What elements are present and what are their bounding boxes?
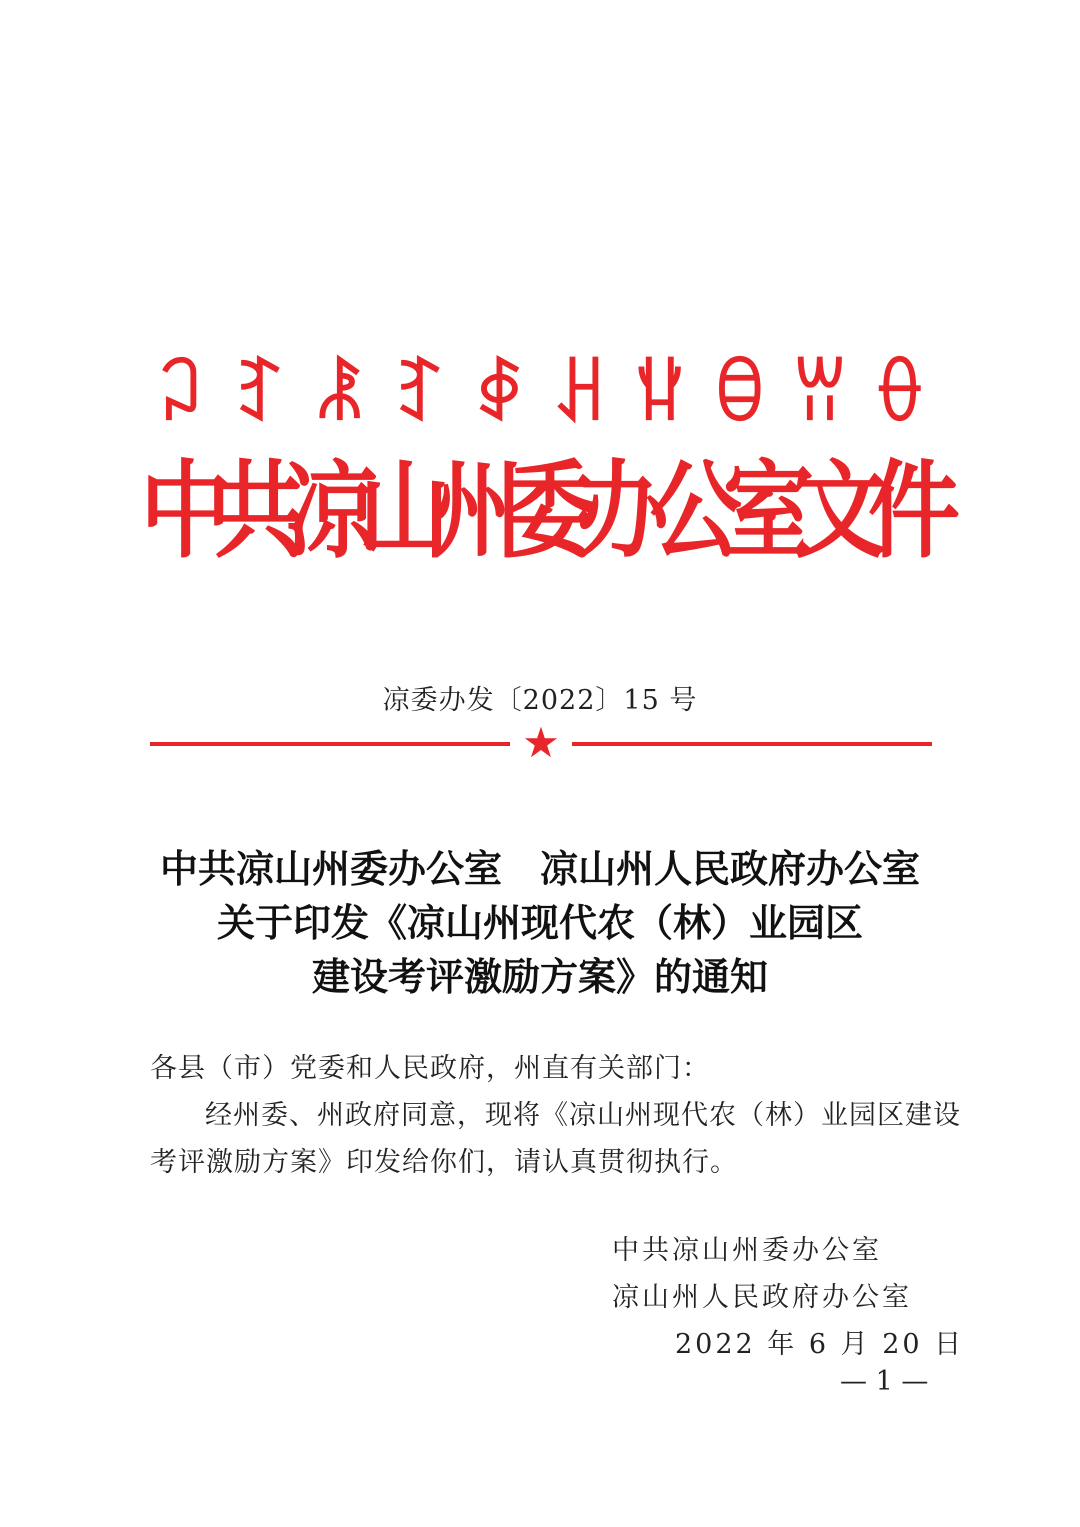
- yi-script-header: [150, 345, 930, 445]
- page-number: — 1 —: [840, 1366, 929, 1397]
- notice-title-line-3: 建设考评激励方案》的通知: [311, 954, 768, 999]
- document-masthead: [140, 449, 960, 573]
- yi-char: ꂷ: [872, 354, 928, 436]
- masthead-char: 办: [576, 449, 669, 573]
- masthead-char: 州: [431, 449, 524, 573]
- yi-char: ꃀ: [152, 354, 208, 436]
- body-paragraph-line-1: 经州委、州政府同意，现将《凉山州现代农（林）业园区建设: [205, 1100, 961, 1131]
- masthead-char: 中: [140, 449, 233, 573]
- yi-char: ꂿ: [312, 354, 368, 436]
- yi-char: ꃪ: [712, 354, 768, 436]
- masthead-char: 凉: [285, 449, 378, 573]
- signature-org-2: 凉山州人民政府办公室: [612, 1282, 912, 1313]
- yi-char: ꆈ: [232, 354, 288, 436]
- masthead-char: 件: [867, 449, 960, 573]
- masthead-char: 室: [722, 449, 815, 573]
- yi-char: ꃅ: [552, 354, 608, 436]
- notice-title-line-1: 中共凉山州委办公室 凉山州人民政府办公室: [159, 846, 920, 891]
- salutation: 各县（市）党委和人民政府，州直有关部门：: [150, 1053, 710, 1084]
- body-paragraph-line-2: 考评激励方案》印发给你们，请认真贯彻执行。: [150, 1147, 738, 1178]
- yi-char: ꇉ: [472, 354, 528, 436]
- yi-char: ꃚ: [632, 354, 688, 436]
- document-number: 凉委办发〔2022〕15 号: [382, 685, 698, 716]
- red-rule-right: [572, 742, 932, 746]
- yi-char: ꀕ: [792, 354, 848, 436]
- masthead-char: 共: [212, 449, 305, 573]
- masthead-char: 文: [795, 449, 888, 573]
- signature-org-1: 中共凉山州委办公室: [612, 1235, 882, 1266]
- masthead-char: 公: [649, 449, 742, 573]
- signature-date: 2022 年 6 月 20 日: [675, 1329, 965, 1360]
- masthead-char: 山: [358, 449, 451, 573]
- red-rule-left: [150, 742, 510, 746]
- notice-title-line-2: 关于印发《凉山州现代农（林）业园区: [216, 900, 863, 945]
- masthead-char: 委: [503, 449, 596, 573]
- star-icon: ★: [522, 718, 560, 767]
- yi-char: ꆈ: [392, 354, 448, 436]
